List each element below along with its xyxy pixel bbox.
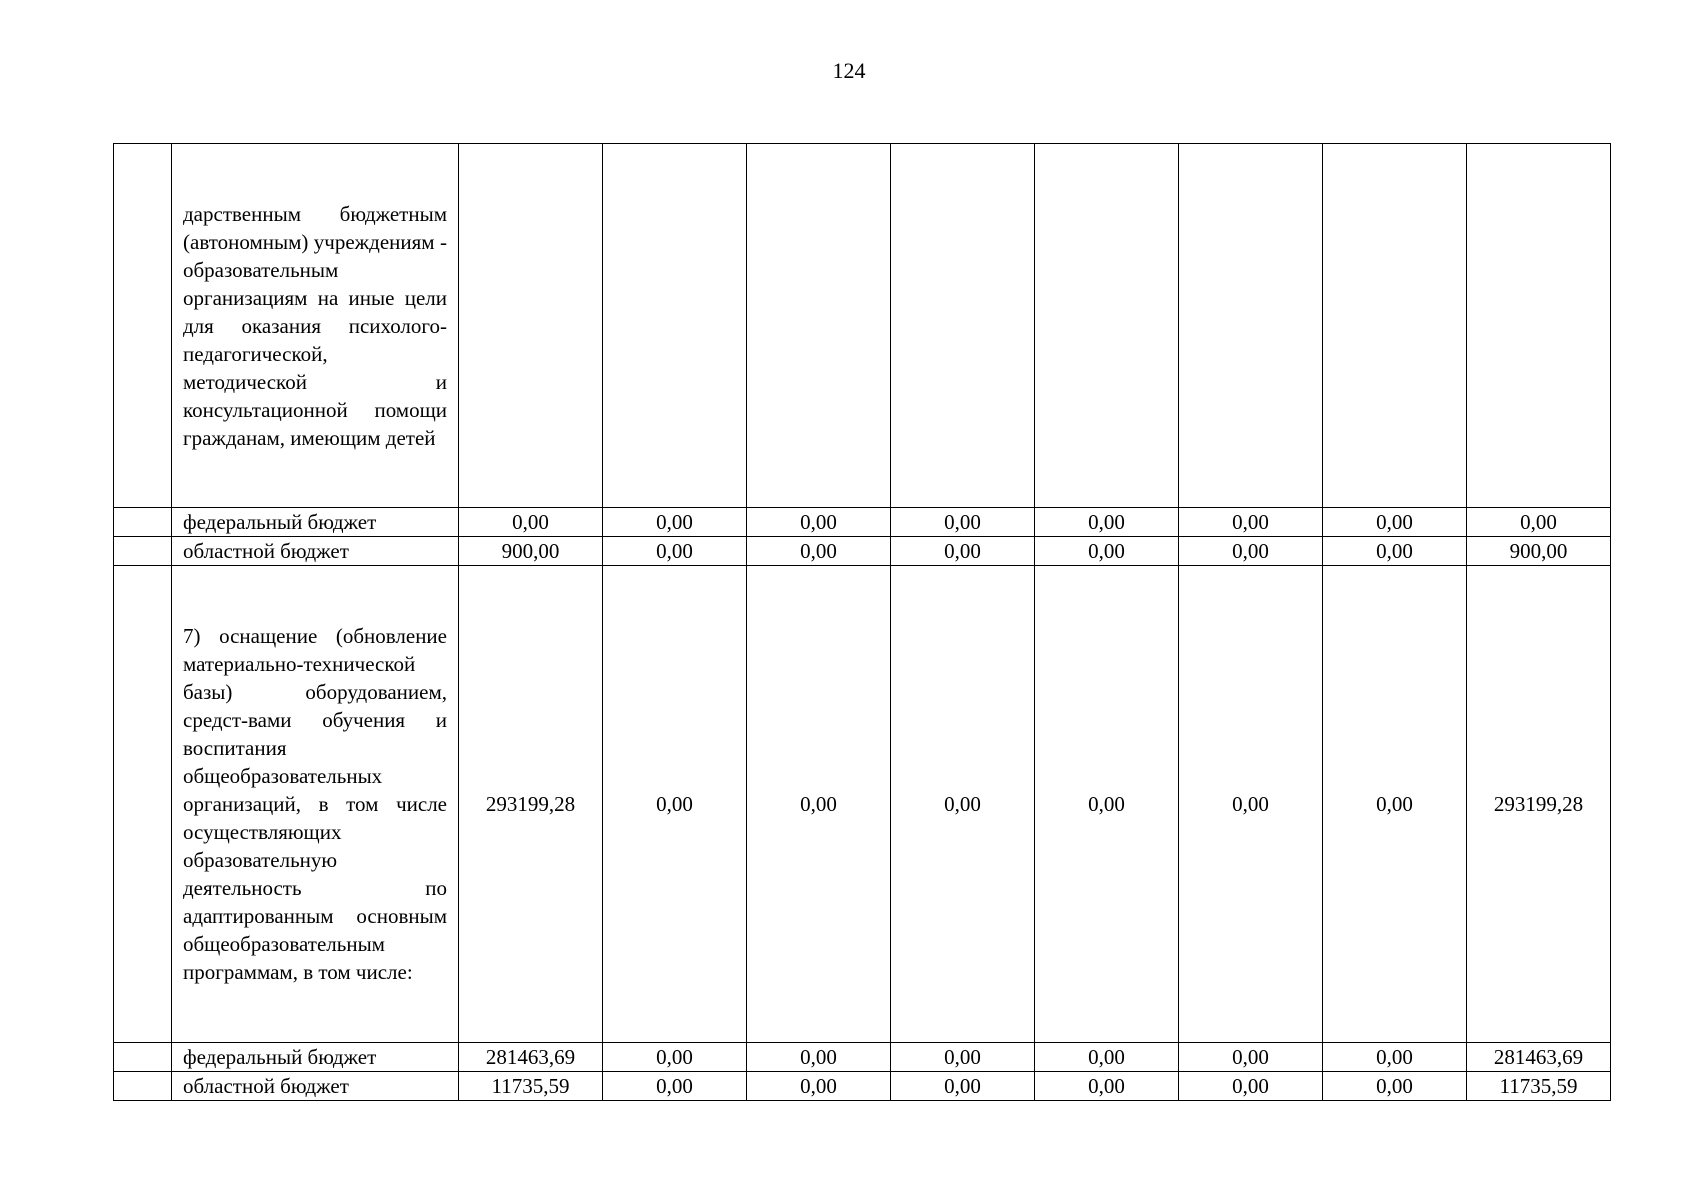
row-number-cell: [114, 508, 172, 537]
table-row: [114, 1043, 1611, 1072]
value-cell: 0,00: [459, 508, 603, 537]
value-cell: 11735,59: [1467, 1072, 1611, 1101]
value-cell: 281463,69: [459, 1043, 603, 1072]
value-cell: 0,00: [603, 1043, 747, 1072]
description-cell: дарственным бюджетным (автономным) учреждениям - образовательным организациям на иные цели для оказания психолого-педагогической, методической и консультационной помощи гражданам, имеющим детей: [172, 144, 459, 508]
value-cell: 0,00: [1035, 508, 1179, 537]
value-cell: [1467, 144, 1611, 508]
value-cell: 0,00: [1179, 1043, 1323, 1072]
value-cell: 0,00: [1323, 537, 1467, 566]
row-number-cell: [114, 566, 172, 1043]
row-number-cell: [114, 537, 172, 566]
row-number-cell: [114, 144, 172, 508]
value-cell: 0,00: [891, 508, 1035, 537]
value-cell: 0,00: [747, 566, 891, 1043]
value-cell: 0,00: [1035, 1072, 1179, 1101]
value-cell: 0,00: [1179, 566, 1323, 1043]
value-cell: 0,00: [747, 1072, 891, 1101]
budget-label: областной бюджет: [172, 537, 459, 566]
value-cell: [1035, 144, 1179, 508]
value-cell: 0,00: [1035, 537, 1179, 566]
value-cell: 0,00: [747, 537, 891, 566]
value-cell: [1179, 144, 1323, 508]
budget-label: федеральный бюджет: [172, 1043, 459, 1072]
value-cell: [459, 144, 603, 508]
budget-label: областной бюджет: [172, 1072, 459, 1101]
value-cell: 293199,28: [1467, 566, 1611, 1043]
value-cell: 0,00: [747, 508, 891, 537]
value-cell: 0,00: [1035, 1043, 1179, 1072]
value-cell: 0,00: [1323, 1072, 1467, 1101]
value-cell: 0,00: [603, 1072, 747, 1101]
value-cell: 293199,28: [459, 566, 603, 1043]
row-number-cell: [114, 1043, 172, 1072]
value-cell: 0,00: [603, 537, 747, 566]
description-cell: 7) оснащение (обновление материально-технической базы) оборудованием, средст-вами обучения и воспитания общеобразовательных организаций, в том числе осуществляющих образовательную деятельность по адаптированным основным общеобразовательным программам, в том числе:: [172, 566, 459, 1043]
value-cell: 11735,59: [459, 1072, 603, 1101]
budget-label: федеральный бюджет: [172, 508, 459, 537]
value-cell: 0,00: [891, 1072, 1035, 1101]
value-cell: 0,00: [1323, 508, 1467, 537]
table-row: [114, 144, 1611, 508]
table-row: [114, 1072, 1611, 1101]
value-cell: 0,00: [1179, 537, 1323, 566]
row-number-cell: [114, 1072, 172, 1101]
value-cell: 0,00: [1323, 566, 1467, 1043]
table-row: [114, 508, 1611, 537]
value-cell: 0,00: [891, 537, 1035, 566]
value-cell: [747, 144, 891, 508]
value-cell: [891, 144, 1035, 508]
value-cell: 0,00: [1035, 566, 1179, 1043]
page-number: 124: [832, 58, 866, 83]
value-cell: 0,00: [1467, 508, 1611, 537]
value-cell: [1323, 144, 1467, 508]
value-cell: [603, 144, 747, 508]
table-row: [114, 566, 1611, 1043]
table-row: [114, 537, 1611, 566]
value-cell: 0,00: [603, 508, 747, 537]
value-cell: 0,00: [1179, 1072, 1323, 1101]
value-cell: 0,00: [603, 566, 747, 1043]
value-cell: 900,00: [1467, 537, 1611, 566]
value-cell: 0,00: [891, 566, 1035, 1043]
value-cell: 0,00: [747, 1043, 891, 1072]
budget-table: [113, 143, 1611, 1101]
value-cell: 281463,69: [1467, 1043, 1611, 1072]
value-cell: 900,00: [459, 537, 603, 566]
value-cell: 0,00: [891, 1043, 1035, 1072]
value-cell: 0,00: [1323, 1043, 1467, 1072]
value-cell: 0,00: [1179, 508, 1323, 537]
